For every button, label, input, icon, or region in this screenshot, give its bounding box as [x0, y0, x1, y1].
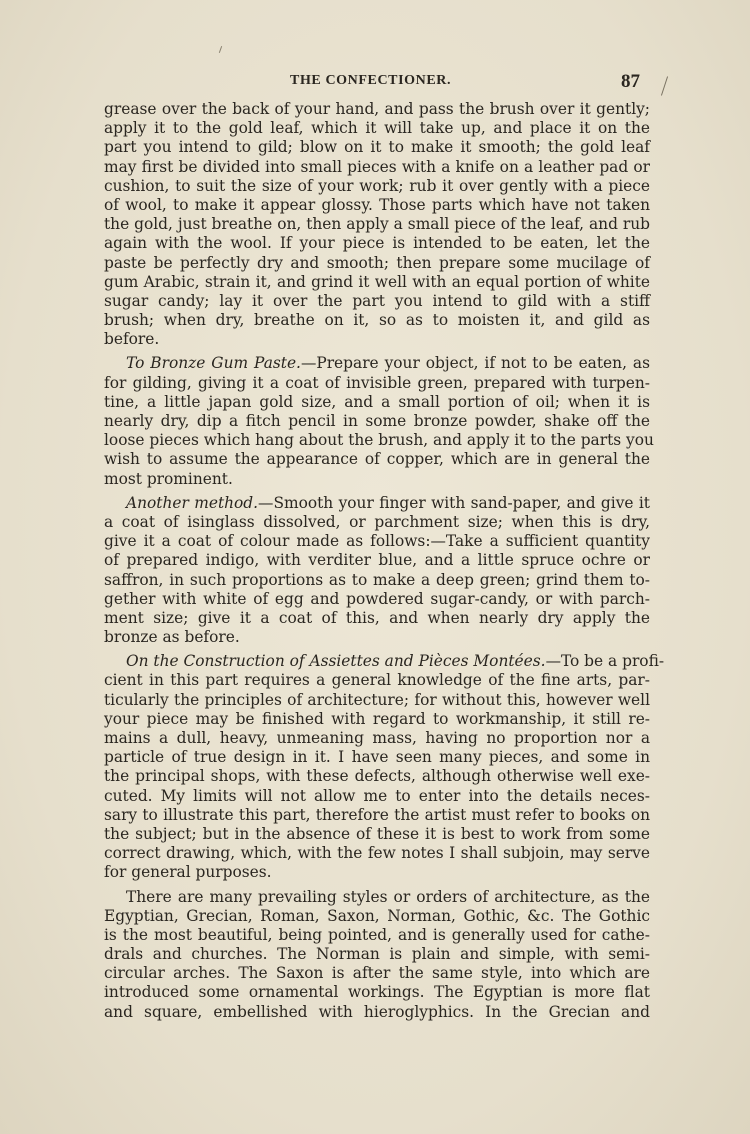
text-line: There are many prevailing styles or orders of architecture, as the: [126, 887, 650, 906]
text-line: the subject; but in the absence of these it is best to work from some: [104, 824, 650, 843]
text-line: drals and churches. The Norman is plain and simple, with semi-: [104, 945, 650, 964]
section-first-line: [104, 652, 665, 671]
text-line: brush; when dry, breathe on it, so as to moisten it, and gild as: [104, 311, 650, 330]
text-line: of prepared indigo, with verditer blue, and a little spruce ochre or: [104, 551, 650, 570]
text-line: nearly dry, dip a fitch pencil in some bronze powder, shake off the: [104, 412, 650, 430]
text-line: part you intend to gild; blow on it to make it smooth; the gold leaf: [104, 138, 650, 157]
text-line: correct drawing, which, with the few notes I shall subjoin, may serve: [104, 844, 650, 863]
text-line: mains a dull, heavy, unmeaning mass, having no proportion nor a: [104, 729, 650, 747]
text-line: gum Arabic, strain it, and grind it well with an equal portion of white: [104, 272, 650, 291]
text-line: ticularly the principles of architecture; for without this, however well: [104, 690, 650, 709]
running-title: THE CONFECTIONER.: [290, 73, 452, 88]
text-line: and square, embellished with hieroglyphics. In the Grecian and: [104, 1002, 650, 1021]
text-line: the principal shops, with these defects, although otherwise well exe-: [104, 767, 650, 786]
pencil-mark: [661, 76, 668, 95]
text-line: your piece may be finished with regard to workmanship, it still re-: [104, 709, 650, 728]
page-number: 87: [621, 71, 640, 92]
text-line: a coat of isinglass dissolved, or parchment size; when this is dry,: [104, 512, 650, 531]
text-line: sary to illustrate this part, therefore the artist must refer to books on: [104, 805, 650, 824]
text-line: cuted. My limits will not allow me to enter into the details neces-: [104, 786, 650, 805]
text-line: tine, a little japan gold size, and a small portion of oil; when it is: [104, 392, 650, 411]
text-line: cushion, to suit the size of your work; rub it over gently with a piece: [104, 176, 650, 195]
text-line: sugar candy; lay it over the part you intend to gild with a stiff: [104, 291, 650, 310]
body-text: [104, 100, 665, 1022]
text-line: cient in this part requires a general knowledge of the fine arts, par-: [104, 671, 650, 690]
text-line: is the most beautiful, being pointed, and is generally used for cathe-: [104, 925, 650, 944]
heading-rest: —Prepare your object, if not to be eaten, as: [300, 354, 650, 373]
text-line: introduced some ornamental workings. The Egyptian is more flat: [104, 983, 650, 1002]
text-line: gether with white of egg and powdered sugar-candy, or with parch-: [104, 589, 650, 608]
text-line: may first be divided into small pieces with a knife on a leather pad or: [104, 157, 650, 176]
text-line: again with the wool. If your piece is intended to be eaten, let the: [104, 234, 650, 253]
text-line: grease over the back of your hand, and pass the brush over it gently;: [104, 100, 650, 118]
text-line: before.: [104, 330, 160, 349]
paper-mark: [219, 46, 222, 53]
text-line: of wool, to make it appear glossy. Those parts which have not taken: [104, 195, 650, 214]
text-line: loose pieces which hang about the brush, and apply it to the parts you: [104, 431, 654, 450]
text-line: ment size; give it a coat of this, and when nearly dry apply the: [104, 608, 650, 627]
text-line: bronze as before.: [104, 628, 240, 647]
text-line: apply it to the gold leaf, which it will take up, and place it on the: [104, 119, 650, 138]
text-line: give it a coat of colour made as follows:—Take a sufficient quantity: [104, 532, 650, 551]
section-heading: Another method.: [126, 493, 259, 512]
heading-rest: —To be a profi-: [545, 652, 665, 671]
text-line: for gilding, giving it a coat of invisible green, prepared with turpen-: [104, 373, 650, 392]
text-line: paste be perfectly dry and smooth; then prepare some mucilage of: [104, 253, 650, 272]
section-heading: On the Construction of Assiettes and Pièces Montées.: [126, 652, 546, 671]
text-line: most prominent.: [104, 469, 233, 488]
text-line: wish to assume the appearance of copper, which are in general the: [104, 450, 650, 469]
section-first-line: [104, 494, 650, 513]
text-line: Egyptian, Grecian, Roman, Saxon, Norman, Gothic, &c. The Gothic: [104, 906, 650, 925]
section-first-line: [104, 354, 650, 373]
heading-rest: —Smooth your finger with sand-paper, and give it: [258, 493, 650, 512]
text-line: for general purposes.: [104, 863, 272, 882]
text-line: particle of true design in it. I have seen many pieces, and some in: [104, 748, 650, 767]
text-line: saffron, in such proportions as to make a deep green; grind them to-: [104, 570, 650, 589]
text-line: the gold, just breathe on, then apply a small piece of the leaf, and rub: [104, 215, 650, 234]
text-line: circular arches. The Saxon is after the same style, into which are: [104, 964, 650, 983]
section-heading: To Bronze Gum Paste.: [126, 354, 301, 373]
